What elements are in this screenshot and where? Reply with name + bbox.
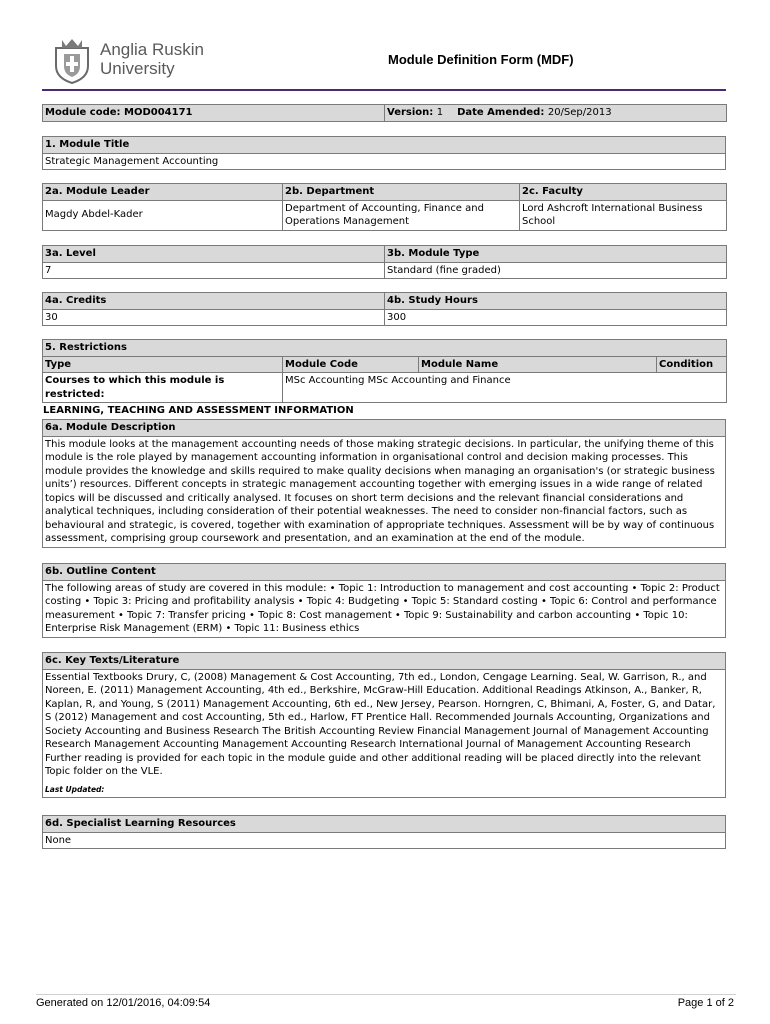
module-title-label: 1. Module Title [43,137,726,154]
university-name-line1: Anglia Ruskin [100,40,204,59]
outline-content-label: 6b. Outline Content [43,564,726,581]
module-leader-label: 2a. Module Leader [43,184,283,201]
last-updated-label: Last Updated: [45,784,105,794]
page-number: Page 1 of 2 [677,997,734,1009]
restrictions-col-condition: Condition [657,356,727,373]
restrictions-table [42,339,727,403]
university-name [100,40,204,78]
version-date-cell [385,105,727,122]
credits-hours-table [42,292,727,326]
key-texts-table [42,652,726,798]
module-title-table [42,136,726,170]
study-hours-value: 300 [385,309,727,326]
key-texts-label: 6c. Key Texts/Literature [43,653,726,670]
module-description-text: This module looks at the management accounting needs of those making strategic decisions. In particular, the unifying theme of this module is the role played by management accounting information in organisational control and decision making processes. This module provides the knowledge and skills required to make quality decisions when managing an organisation's (or strategic business units’) resources. Different concepts in strategic management accounting together with emerging issues in a wide range of related topics will be discussed and critically analysed. It focuses on short term decisions and the relevant financial considerations and analytical techniques, including consideration of their potential weaknesses. The need to consider non-financial factors, such as behavioural and strategic, is covered, together with examination of appropriate techniques. Assessment will be by way of continuous assessment, comprising group coursework and presentation, and an examination at the end of the module. [43,436,726,547]
module-description-label: 6a. Module Description [43,420,726,437]
credits-label: 4a. Credits [43,293,385,310]
header-divider [42,89,726,91]
specialist-resources-table [42,815,726,849]
date-amended-label: Date Amended: [457,107,545,118]
level-type-table [42,245,727,279]
version-value: 1 [436,107,444,118]
module-code-table [42,104,727,122]
restrictions-col-code: Module Code [283,356,419,373]
level-value: 7 [43,262,385,279]
restrictions-row-type: Courses to which this module is restricted: [43,373,283,403]
key-texts-text: Essential Textbooks Drury, C, (2008) Management & Cost Accounting, 7th ed., London, Cengage Learning. Seal, W. Garrison, R., and Noreen, E. (2011) Management Accounting, 4th ed., Berkshire, McGraw-Hill Education. Additional Readings Atkinson, A., Banker, R, Kaplan, R, and Young, S (2011) Management Accounting, 6th ed., New Jersey, Pearson. Horngren, C, Bhimani, A, Foster, G, and Datar, S (2012) Management and cost Accounting, 5th ed., Harlow, FT Prentice Hall. Recommended Journals Accounting, Organizations and Society Accounting and Business Research The British Accounting Review Financial Management Journal of Management Accounting Research Management Accounting Management Accounting Research International Journal of Management Accounting Research Further reading is provided for each topic in the module guide and other additional reading will be placed directly into the relevant Topic folder on the VLE. [45,671,716,777]
date-amended-value: 20/Sep/2013 [547,107,612,118]
specialist-resources-value: None [43,832,726,849]
key-texts-cell [43,669,726,798]
faculty-value: Lord Ashcroft International Business School [520,200,727,230]
specialist-resources-label: 6d. Specialist Learning Resources [43,816,726,833]
outline-content-table [42,563,726,638]
restrictions-label: 5. Restrictions [43,340,727,357]
restrictions-col-name: Module Name [419,356,657,373]
credits-value: 30 [43,309,385,326]
module-code-value: MOD004171 [124,107,193,118]
department-value: Department of Accounting, Finance and Operations Management [283,200,520,230]
university-crest-icon [50,36,94,84]
module-code-label: Module code: [45,107,121,118]
university-name-line2: University [100,59,175,78]
leader-dept-faculty-table [42,183,727,231]
version-label: Version: [387,107,434,118]
module-leader-value: Magdy Abdel-Kader [43,200,283,230]
restrictions-row-code: MSc Accounting MSc Accounting and Finance [283,373,727,403]
faculty-label: 2c. Faculty [520,184,727,201]
level-label: 3a. Level [43,246,385,263]
module-description-table [42,419,726,548]
generated-timestamp: Generated on 12/01/2016, 04:09:54 [36,997,211,1009]
department-label: 2b. Department [283,184,520,201]
study-hours-label: 4b. Study Hours [385,293,727,310]
module-title-value: Strategic Management Accounting [43,153,726,170]
lta-heading: LEARNING, TEACHING AND ASSESSMENT INFORMATION [43,405,354,416]
module-type-value: Standard (fine graded) [385,262,727,279]
outline-content-text: The following areas of study are covered in this module: • Topic 1: Introduction to management and cost accounting • Topic 2: Product costing • Topic 3: Pricing and profitability analysis • Topic 4: Budgeting • Topic 5: Standard costing • Topic 6: Control and performance measurement • Topic 7: Transfer pricing • Topic 8: Cost management • Topic 9: Sustainability and carbon accounting • Topic 10: Enterprise Risk Management (ERM) • Topic 11: Business ethics [43,580,726,637]
footer-divider [36,994,736,995]
university-logo [50,36,230,84]
module-type-label: 3b. Module Type [385,246,727,263]
form-title: Module Definition Form (MDF) [388,52,574,67]
module-code-cell [43,105,385,122]
restrictions-col-type: Type [43,356,283,373]
